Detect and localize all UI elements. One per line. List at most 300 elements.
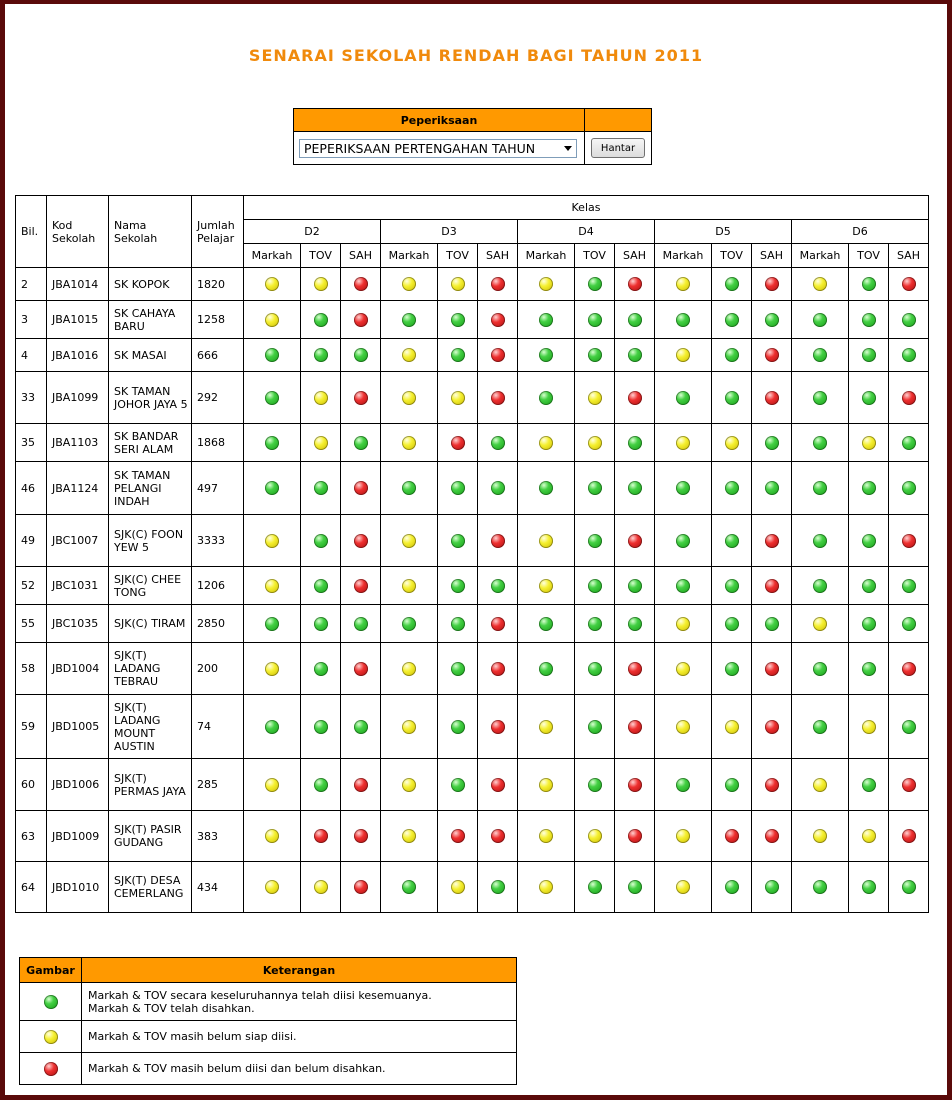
class-header: D2: [244, 220, 381, 244]
status-red-icon: [902, 277, 916, 291]
status-cell: [478, 301, 518, 339]
status-red-icon: [765, 277, 779, 291]
status-cell: [849, 643, 889, 695]
cell-nama: SJK(T) PERMAS JAYA: [109, 759, 192, 811]
status-red-icon: [628, 778, 642, 792]
status-cell: [752, 301, 792, 339]
status-cell: [478, 605, 518, 643]
status-cell: [615, 339, 655, 372]
cell-kod: JBD1004: [47, 643, 109, 695]
status-cell: [575, 462, 615, 515]
cell-bil: 52: [16, 567, 47, 605]
status-green-icon: [402, 617, 416, 631]
cell-kod: JBD1009: [47, 811, 109, 862]
status-yellow-icon: [314, 436, 328, 450]
status-cell: [341, 759, 381, 811]
status-red-icon: [354, 662, 368, 676]
status-cell: [518, 515, 575, 567]
status-cell: [244, 811, 301, 862]
status-cell: [752, 339, 792, 372]
exam-select-value: PEPERIKSAAN PERTENGAHAN TAHUN: [304, 140, 536, 156]
status-cell: [655, 339, 712, 372]
status-green-icon: [725, 617, 739, 631]
cell-jumlah: 1258: [192, 301, 244, 339]
cell-jumlah: 383: [192, 811, 244, 862]
status-cell: [341, 424, 381, 462]
status-green-icon: [813, 880, 827, 894]
legend-line: Markah & TOV masih belum siap diisi.: [88, 1030, 297, 1043]
status-yellow-icon: [314, 391, 328, 405]
table-row: [16, 567, 929, 605]
status-green-icon: [314, 778, 328, 792]
status-yellow-icon: [588, 391, 602, 405]
subheader-markah: Markah: [244, 244, 301, 268]
status-yellow-icon: [588, 829, 602, 843]
status-cell: [752, 695, 792, 759]
status-green-icon: [314, 534, 328, 548]
subheader-tov: TOV: [438, 244, 478, 268]
status-cell: [438, 268, 478, 301]
cell-jumlah: 1820: [192, 268, 244, 301]
status-cell: [792, 605, 849, 643]
cell-nama: SK MASAI: [109, 339, 192, 372]
status-cell: [244, 567, 301, 605]
status-cell: [792, 759, 849, 811]
status-cell: [244, 862, 301, 913]
status-cell: [381, 339, 438, 372]
legend-description: [82, 1021, 517, 1053]
cell-bil: 2: [16, 268, 47, 301]
subheader-markah: Markah: [655, 244, 712, 268]
status-yellow-icon: [813, 277, 827, 291]
class-header: D3: [381, 220, 518, 244]
status-cell: [244, 759, 301, 811]
status-yellow-icon: [265, 662, 279, 676]
status-cell: [615, 605, 655, 643]
cell-kod: JBD1006: [47, 759, 109, 811]
status-cell: [712, 462, 752, 515]
status-yellow-icon: [402, 348, 416, 362]
cell-jumlah: 2850: [192, 605, 244, 643]
status-cell: [301, 462, 341, 515]
status-red-icon: [765, 778, 779, 792]
status-cell: [575, 862, 615, 913]
status-cell: [712, 643, 752, 695]
status-cell: [889, 605, 929, 643]
status-cell: [341, 268, 381, 301]
status-red-icon: [765, 829, 779, 843]
status-green-icon: [588, 720, 602, 734]
status-cell: [518, 339, 575, 372]
status-cell: [518, 811, 575, 862]
table-row: [16, 759, 929, 811]
exam-select[interactable]: [299, 139, 577, 158]
status-red-icon: [354, 391, 368, 405]
cell-nama: SK TAMAN JOHOR JAYA 5: [109, 372, 192, 424]
status-red-icon: [628, 277, 642, 291]
status-green-icon: [539, 617, 553, 631]
status-yellow-icon: [402, 778, 416, 792]
status-cell: [849, 301, 889, 339]
cell-bil: 64: [16, 862, 47, 913]
status-cell: [615, 862, 655, 913]
status-cell: [244, 268, 301, 301]
status-cell: [341, 811, 381, 862]
status-green-icon: [676, 313, 690, 327]
status-cell: [244, 695, 301, 759]
status-green-icon: [765, 880, 779, 894]
subheader-tov: TOV: [849, 244, 889, 268]
status-red-icon: [628, 829, 642, 843]
status-red-icon: [354, 579, 368, 593]
status-green-icon: [765, 436, 779, 450]
status-cell: [301, 759, 341, 811]
status-cell: [889, 301, 929, 339]
status-yellow-icon: [539, 778, 553, 792]
cell-bil: 46: [16, 462, 47, 515]
status-cell: [341, 567, 381, 605]
status-green-icon: [765, 313, 779, 327]
cell-kod: JBA1015: [47, 301, 109, 339]
status-yellow-icon: [676, 880, 690, 894]
school-table: [15, 195, 929, 913]
status-cell: [889, 515, 929, 567]
status-cell: [849, 759, 889, 811]
cell-nama: SJK(T) LADANG TEBRAU: [109, 643, 192, 695]
status-green-icon: [314, 617, 328, 631]
status-green-icon: [588, 277, 602, 291]
status-red-icon: [354, 277, 368, 291]
status-green-icon: [588, 348, 602, 362]
status-cell: [655, 301, 712, 339]
status-cell: [792, 695, 849, 759]
status-yellow-icon: [265, 534, 279, 548]
status-cell: [575, 605, 615, 643]
status-cell: [615, 268, 655, 301]
status-cell: [438, 811, 478, 862]
status-cell: [381, 372, 438, 424]
status-red-icon: [902, 662, 916, 676]
table-row: [16, 339, 929, 372]
status-yellow-icon: [862, 436, 876, 450]
status-green-icon: [491, 481, 505, 495]
status-cell: [849, 372, 889, 424]
status-cell: [518, 643, 575, 695]
status-yellow-icon: [813, 829, 827, 843]
status-yellow-icon: [539, 720, 553, 734]
status-cell: [792, 567, 849, 605]
status-green-icon: [628, 617, 642, 631]
status-cell: [575, 372, 615, 424]
status-cell: [712, 372, 752, 424]
status-cell: [438, 605, 478, 643]
status-green-icon: [725, 662, 739, 676]
status-green-icon: [813, 662, 827, 676]
cell-nama: SK TAMAN PELANGI INDAH: [109, 462, 192, 515]
status-yellow-icon: [314, 880, 328, 894]
status-green-icon: [451, 579, 465, 593]
status-cell: [381, 268, 438, 301]
status-cell: [244, 462, 301, 515]
status-green-icon: [725, 579, 739, 593]
status-green-icon: [902, 348, 916, 362]
cell-kod: JBA1099: [47, 372, 109, 424]
status-cell: [381, 695, 438, 759]
cell-kod: JBA1016: [47, 339, 109, 372]
status-cell: [712, 862, 752, 913]
cell-bil: 59: [16, 695, 47, 759]
status-yellow-icon: [813, 778, 827, 792]
cell-kod: JBC1007: [47, 515, 109, 567]
status-green-icon: [628, 579, 642, 593]
legend-icon-cell: [20, 1021, 82, 1053]
status-cell: [889, 339, 929, 372]
status-green-icon: [265, 481, 279, 495]
status-green-icon: [862, 481, 876, 495]
status-yellow-icon: [588, 436, 602, 450]
cell-nama: SJK(T) DESA CEMERLANG: [109, 862, 192, 913]
status-cell: [381, 862, 438, 913]
status-cell: [615, 811, 655, 862]
status-yellow-icon: [539, 880, 553, 894]
status-green-icon: [539, 662, 553, 676]
status-yellow-icon: [539, 579, 553, 593]
status-green-icon: [902, 579, 916, 593]
status-cell: [615, 301, 655, 339]
status-red-icon: [491, 277, 505, 291]
status-yellow-icon: [265, 829, 279, 843]
status-cell: [518, 268, 575, 301]
cell-jumlah: 292: [192, 372, 244, 424]
class-header: D6: [792, 220, 929, 244]
status-green-icon: [265, 720, 279, 734]
legend-description: [82, 1053, 517, 1085]
status-cell: [849, 605, 889, 643]
table-row: [16, 372, 929, 424]
status-green-icon: [402, 481, 416, 495]
status-cell: [752, 759, 792, 811]
legend-header-icon: Gambar: [20, 958, 82, 983]
status-cell: [438, 424, 478, 462]
status-green-icon: [813, 436, 827, 450]
status-green-icon: [314, 720, 328, 734]
exam-submit-cell: [585, 132, 652, 165]
status-yellow-icon: [539, 436, 553, 450]
status-red-icon: [765, 348, 779, 362]
status-green-icon: [862, 617, 876, 631]
status-cell: [438, 372, 478, 424]
status-cell: [889, 759, 929, 811]
status-yellow-icon: [402, 436, 416, 450]
status-cell: [712, 301, 752, 339]
status-green-icon: [862, 579, 876, 593]
status-cell: [575, 515, 615, 567]
subheader-tov: TOV: [301, 244, 341, 268]
submit-button[interactable]: Hantar: [591, 138, 645, 158]
status-cell: [615, 643, 655, 695]
status-cell: [752, 515, 792, 567]
class-header: D5: [655, 220, 792, 244]
status-cell: [792, 515, 849, 567]
legend-line: Markah & TOV masih belum diisi dan belum disahkan.: [88, 1062, 386, 1075]
status-green-icon: [451, 481, 465, 495]
status-red-icon: [628, 534, 642, 548]
status-red-icon: [491, 720, 505, 734]
status-yellow-icon: [402, 662, 416, 676]
status-red-icon: [354, 481, 368, 495]
status-cell: [381, 567, 438, 605]
status-cell: [792, 424, 849, 462]
status-cell: [792, 643, 849, 695]
status-cell: [301, 862, 341, 913]
status-green-icon: [451, 313, 465, 327]
cell-bil: 55: [16, 605, 47, 643]
chevron-down-icon[interactable]: [564, 146, 572, 151]
subheader-markah: Markah: [792, 244, 849, 268]
status-green-icon: [354, 720, 368, 734]
status-cell: [712, 339, 752, 372]
status-cell: [478, 567, 518, 605]
status-green-icon: [314, 579, 328, 593]
status-cell: [655, 862, 712, 913]
status-cell: [341, 462, 381, 515]
status-cell: [712, 695, 752, 759]
table-row: [16, 643, 929, 695]
status-yellow-icon: [265, 579, 279, 593]
status-red-icon: [765, 534, 779, 548]
legend-row: [20, 1021, 517, 1053]
status-red-icon: [765, 662, 779, 676]
status-red-icon: [491, 662, 505, 676]
status-cell: [575, 695, 615, 759]
table-row: [16, 811, 929, 862]
status-green-icon: [265, 617, 279, 631]
table-row: [16, 605, 929, 643]
status-cell: [381, 301, 438, 339]
status-cell: [438, 339, 478, 372]
status-green-icon: [451, 778, 465, 792]
cell-nama: SJK(T) LADANG MOUNT AUSTIN: [109, 695, 192, 759]
status-green-icon: [588, 313, 602, 327]
status-cell: [889, 567, 929, 605]
status-green-icon: [588, 880, 602, 894]
status-cell: [301, 605, 341, 643]
status-cell: [478, 695, 518, 759]
header-nama: Nama Sekolah: [109, 196, 192, 268]
table-row: [16, 695, 929, 759]
status-cell: [478, 424, 518, 462]
status-cell: [438, 462, 478, 515]
status-green-icon: [451, 534, 465, 548]
status-red-icon: [902, 391, 916, 405]
cell-bil: 63: [16, 811, 47, 862]
status-cell: [301, 339, 341, 372]
status-green-icon: [862, 662, 876, 676]
status-green-icon: [862, 277, 876, 291]
cell-nama: SK KOPOK: [109, 268, 192, 301]
status-green-icon: [628, 313, 642, 327]
status-yellow-icon: [862, 720, 876, 734]
status-cell: [518, 424, 575, 462]
status-red-icon: [902, 534, 916, 548]
status-green-icon: [725, 481, 739, 495]
status-cell: [792, 339, 849, 372]
status-cell: [244, 515, 301, 567]
legend-icon-cell: [20, 983, 82, 1021]
status-green-icon: [628, 348, 642, 362]
status-cell: [244, 424, 301, 462]
legend-header-desc: Keterangan: [82, 958, 517, 983]
status-yellow-icon: [539, 534, 553, 548]
status-yellow-icon: [402, 579, 416, 593]
status-green-icon: [628, 436, 642, 450]
status-cell: [341, 605, 381, 643]
status-cell: [792, 268, 849, 301]
status-yellow-icon: [402, 720, 416, 734]
exam-select-cell: [294, 132, 585, 165]
cell-jumlah: 666: [192, 339, 244, 372]
status-cell: [889, 862, 929, 913]
status-cell: [518, 759, 575, 811]
status-green-icon: [862, 880, 876, 894]
status-yellow-icon: [539, 277, 553, 291]
status-red-icon: [491, 617, 505, 631]
status-green-icon: [354, 617, 368, 631]
status-green-icon: [725, 391, 739, 405]
status-green-icon: [862, 313, 876, 327]
cell-kod: JBC1035: [47, 605, 109, 643]
status-red-icon: [765, 720, 779, 734]
status-cell: [518, 567, 575, 605]
status-cell: [752, 372, 792, 424]
status-cell: [381, 515, 438, 567]
status-cell: [244, 643, 301, 695]
status-cell: [244, 339, 301, 372]
cell-bil: 35: [16, 424, 47, 462]
status-green-icon: [451, 617, 465, 631]
status-green-icon: [862, 348, 876, 362]
table-row: [16, 515, 929, 567]
status-cell: [438, 643, 478, 695]
status-green-icon: [451, 720, 465, 734]
status-green-icon: [813, 391, 827, 405]
status-green-icon: [491, 579, 505, 593]
status-cell: [655, 605, 712, 643]
cell-bil: 33: [16, 372, 47, 424]
status-green-icon: [265, 391, 279, 405]
status-cell: [478, 643, 518, 695]
status-cell: [849, 424, 889, 462]
status-cell: [655, 567, 712, 605]
cell-kod: JBC1031: [47, 567, 109, 605]
status-red-icon: [354, 880, 368, 894]
status-yellow-icon: [676, 617, 690, 631]
status-green-icon: [44, 995, 58, 1009]
status-red-icon: [354, 829, 368, 843]
status-cell: [752, 862, 792, 913]
status-cell: [752, 811, 792, 862]
status-red-icon: [902, 829, 916, 843]
status-cell: [849, 862, 889, 913]
status-cell: [438, 759, 478, 811]
status-cell: [575, 567, 615, 605]
status-green-icon: [765, 617, 779, 631]
status-yellow-icon: [451, 277, 465, 291]
status-yellow-icon: [676, 829, 690, 843]
status-cell: [438, 695, 478, 759]
status-cell: [478, 339, 518, 372]
status-cell: [849, 515, 889, 567]
